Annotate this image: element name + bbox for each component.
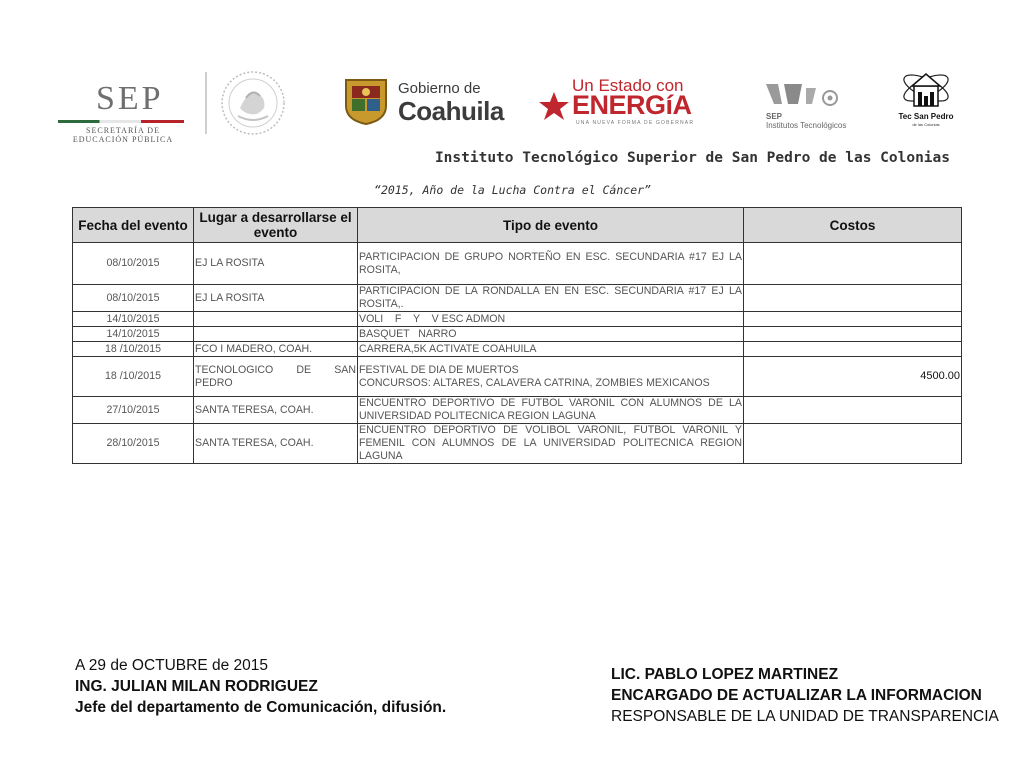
- signer-right-name: LIC. PABLO LOPEZ MARTINEZ: [611, 666, 839, 683]
- event-cost: [744, 327, 962, 342]
- event-cost: [744, 342, 962, 357]
- event-place: [194, 312, 358, 327]
- column-header-date: Fecha del evento: [73, 208, 194, 243]
- column-header-cost: Costos: [744, 208, 962, 243]
- table-row: [73, 243, 962, 285]
- table-row: [73, 342, 962, 357]
- column-header-type: Tipo de evento: [358, 208, 744, 243]
- table-row: [73, 285, 962, 312]
- signer-right-role: ENCARGADO DE ACTUALIZAR LA INFORMACION: [611, 687, 982, 704]
- coahuila-logo: [398, 80, 518, 126]
- table-row: [73, 327, 962, 342]
- coahuila-logo-small: Gobierno de: [398, 80, 481, 97]
- event-date: 27/10/2015: [73, 397, 194, 424]
- coahuila-logo-big: Coahuila: [398, 96, 504, 126]
- table-row: [73, 397, 962, 424]
- event-date: 28/10/2015: [73, 424, 194, 464]
- sep-logo-stripe: [58, 120, 184, 123]
- signer-right-unit: RESPONSABLE DE LA UNIDAD DE TRANSPARENCIA: [611, 708, 999, 725]
- event-type: BASQUET NARRO: [358, 327, 744, 342]
- column-header-place: Lugar a desarrollarse el evento: [194, 208, 358, 243]
- event-date: 18 /10/2015: [73, 342, 194, 357]
- event-type: PARTICIPACION DE LA RONDALLA EN EN ESC. SECUNDARIA #17 EJ LA ROSITA,.: [359, 285, 742, 310]
- event-type: ENCUENTRO DEPORTIVO DE VOLIBOL VARONIL, FUTBOL VARONIL Y FEMENIL CON ALUMNOS DE LA UNIVERSIDAD POLITECNICA REGION LAGUNA: [359, 424, 742, 462]
- coahuila-shield-icon: [340, 76, 392, 126]
- tec-san-pedro-emblem-icon: [896, 66, 956, 112]
- mexico-seal-icon: [218, 68, 288, 138]
- energia-logo: [538, 76, 698, 130]
- event-type: CARRERA,5K ACTIVATE COAHUILA: [358, 342, 744, 357]
- sep-logo-line2: EDUCACIÓN PÚBLICA: [72, 135, 174, 144]
- event-date: 18 /10/2015: [73, 357, 194, 397]
- event-place: FCO I MADERO, COAH.: [194, 342, 358, 357]
- event-date: 14/10/2015: [73, 312, 194, 327]
- event-date: 08/10/2015: [73, 285, 194, 312]
- event-place: EJ LA ROSITA: [194, 243, 358, 285]
- event-date: 14/10/2015: [73, 327, 194, 342]
- event-type: PARTICIPACION DE GRUPO NORTEÑO EN ESC. SECUNDARIA #17 EJ LA ROSITA,: [358, 243, 744, 285]
- sep-it-sublabel: Institutos Tecnológicos: [766, 121, 847, 130]
- table-row: [73, 424, 962, 464]
- energia-logo-main: ENERGíA: [572, 90, 692, 120]
- event-type: ENCUENTRO DEPORTIVO DE FUTBOL VARONIL CON ALUMNOS DE LA UNIVERSIDAD POLITECNICA REGION LAGUNA: [359, 397, 742, 422]
- sep-logo-line1: SECRETARÍA DE: [86, 126, 160, 135]
- event-place: SANTA TERESA, COAH.: [194, 397, 358, 424]
- event-cost: [744, 312, 962, 327]
- event-place: EJ LA ROSITA: [194, 285, 358, 312]
- logo-divider: [205, 72, 207, 134]
- sep-institutos-logo: [762, 80, 852, 132]
- tec-san-pedro-logo: [896, 66, 956, 132]
- sep-it-emblem-icon: [762, 80, 842, 112]
- event-type: [358, 357, 744, 397]
- energia-star-icon: [538, 90, 570, 122]
- energia-logo-tagline: UNA NUEVA FORMA DE GOBERNAR: [576, 120, 695, 126]
- event-cost: [744, 397, 962, 424]
- table-header-row: [73, 208, 962, 243]
- event-cost: 4500.00: [744, 357, 962, 397]
- energia-logo-top: Un Estado con: [572, 76, 684, 95]
- tec-logo-name: Tec San Pedro: [898, 112, 954, 121]
- event-type: VOLI F Y V ESC ADMON: [358, 312, 744, 327]
- event-type-line: FESTIVAL DE DIA DE MUERTOS: [359, 363, 519, 376]
- event-type-line: CONCURSOS: ALTARES, CALAVERA CATRINA, ZOMBIES MEXICANOS: [359, 376, 710, 389]
- sep-it-label: SEP: [766, 112, 783, 121]
- event-date: 08/10/2015: [73, 243, 194, 285]
- tec-logo-subtitle: de las Colonias: [912, 122, 940, 127]
- signer-left-name: ING. JULIAN MILAN RODRIGUEZ: [75, 678, 318, 695]
- event-place: TECNOLOGICO DE SAN PEDRO: [194, 357, 358, 397]
- event-cost: [744, 424, 962, 464]
- event-place: [194, 327, 358, 342]
- event-cost: [744, 285, 962, 312]
- sep-logo: [58, 80, 188, 144]
- sep-logo-word: SEP: [96, 80, 164, 117]
- table-row: [73, 312, 962, 327]
- event-cost: [744, 243, 962, 285]
- event-place: SANTA TERESA, COAH.: [194, 424, 358, 464]
- signer-left-role: Jefe del departamento de Comunicación, difusión.: [75, 699, 447, 716]
- institute-title: Instituto Tecnológico Superior de San Pedro de las Colonias: [434, 150, 950, 166]
- report-date: A 29 de OCTUBRE de 2015: [75, 657, 269, 674]
- events-table: [72, 207, 962, 464]
- year-motto: “2015, Año de la Lucha Contra el Cáncer”: [374, 183, 651, 197]
- table-row: [73, 357, 962, 397]
